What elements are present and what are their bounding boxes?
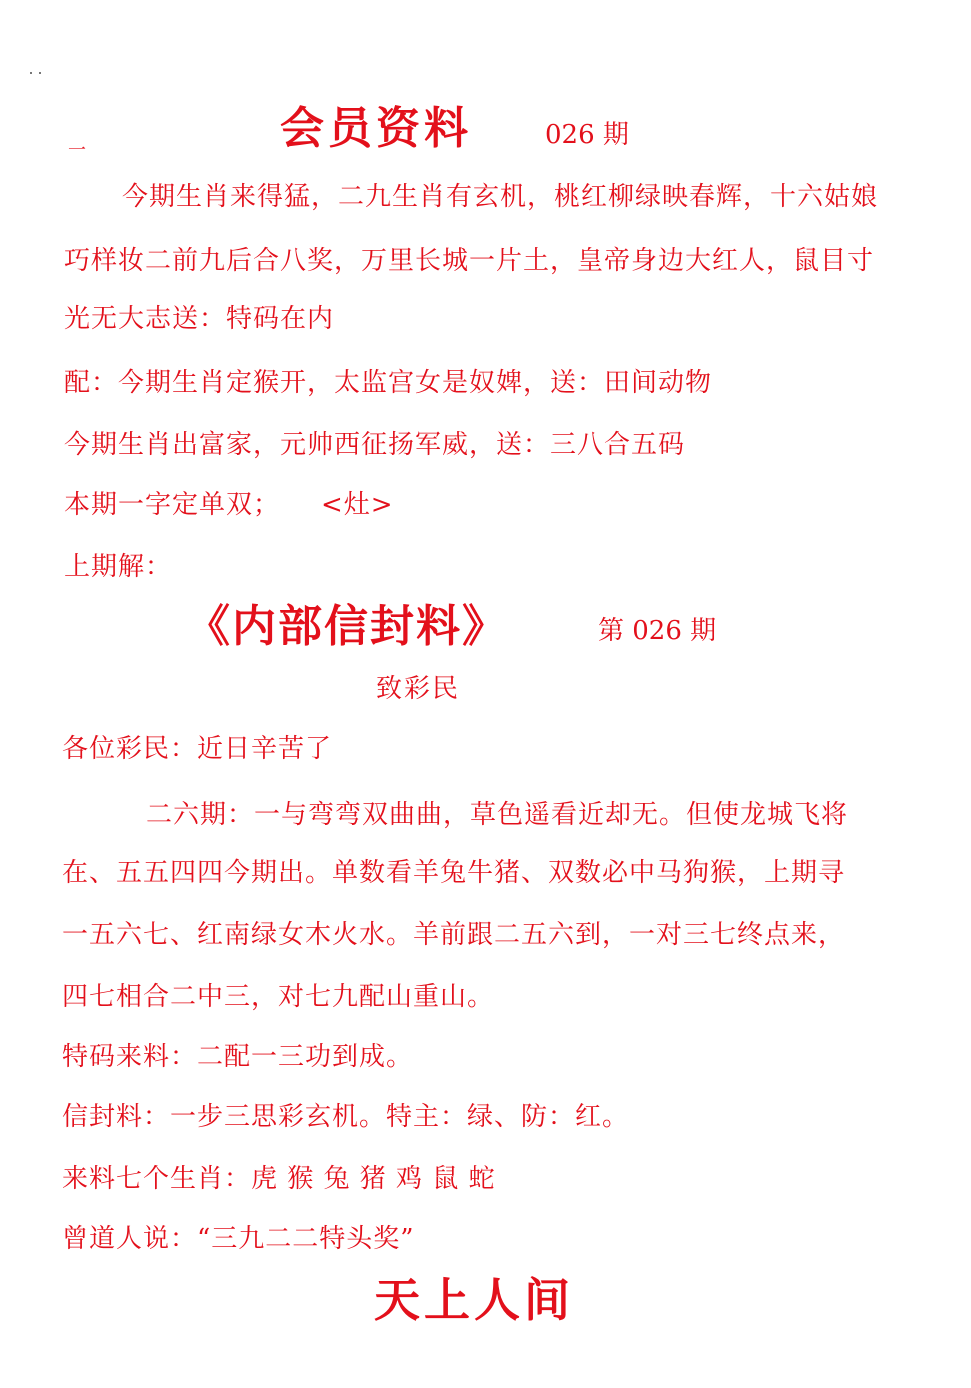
- scan-speck: [39, 72, 41, 74]
- envelope-subtitle: 致彩民: [376, 674, 461, 704]
- member-line-5: 今期生肖出富家，元帅西征扬军威，送：三八合五码: [64, 430, 686, 460]
- member-dash: 一: [68, 140, 87, 161]
- envelope-line-4: 四七相合二中三，对七九配山重山。: [62, 982, 495, 1012]
- envelope-greeting: 各位彩民：近日辛苦了: [62, 734, 333, 764]
- footer-title: 天上人间: [374, 1273, 574, 1327]
- member-line-7: 上期解：: [64, 552, 173, 582]
- member-line-6: 本期一字定单双； <灶>: [64, 490, 394, 520]
- envelope-line-1: 二六期：一与弯弯双曲曲，草色遥看近却无。但使龙城飞将: [146, 800, 849, 830]
- envelope-line-6: 信封料：一步三思彩玄机。特主：绿、防：红。: [62, 1102, 630, 1132]
- member-line-2: 巧样妆二前九后合八奖，万里长城一片土，皇帝身边大红人，鼠目寸: [64, 246, 875, 276]
- member-line-4: 配：今期生肖定猴开，太监宫女是奴婢，送：田间动物: [64, 368, 713, 398]
- envelope-issue: 第 026 期: [598, 616, 717, 646]
- envelope-line-7: 来料七个生肖：虎 猴 兔 猪 鸡 鼠 蛇: [62, 1164, 496, 1194]
- scan-speck: [30, 72, 32, 74]
- envelope-line-5: 特码来料：二配一三功到成。: [62, 1042, 414, 1072]
- member-line-1: 今期生肖来得猛，二九生肖有玄机，桃红柳绿映春辉，十六姑娘: [122, 182, 879, 212]
- envelope-title: 《内部信封料》: [186, 601, 508, 652]
- member-line-3: 光无大志送：特码在内: [64, 304, 335, 334]
- envelope-line-3: 一五六七、红南绿女木火水。羊前跟二五六到，一对三七终点来，: [62, 920, 846, 950]
- envelope-line-2: 在、五五四四今期出。单数看羊兔牛猪、双数必中马狗猴，上期寻: [62, 858, 846, 888]
- envelope-line-8: 曾道人说：“三九二二特头奖”: [62, 1224, 415, 1254]
- member-title: 会员资料: [280, 103, 472, 154]
- member-issue: 026 期: [545, 120, 629, 150]
